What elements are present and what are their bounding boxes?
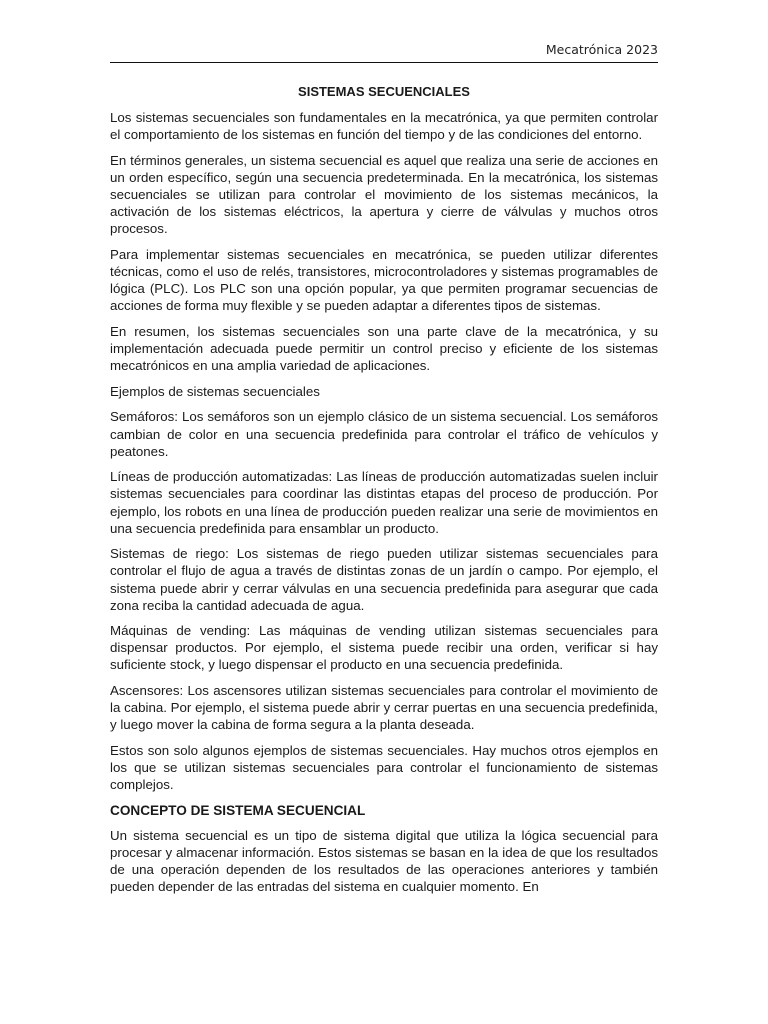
paragraph-examples-closing: Estos son solo algunos ejemplos de sistemas secuenciales. Hay muchos otros ejemplos en los que se utilizan sistemas secuenciales para controlar el funcionamiento de sistemas complejos. <box>110 743 658 793</box>
paragraph-example-lineas: Líneas de producción automatizadas: Las líneas de producción automatizadas suelen incluir sistemas secuenciales para coordinar las distintas etapas del proceso de producción. Por ejemplo, los robots en una línea de producción pueden realizar una serie de movimientos en una secuencia predefinida para ensamblar un producto. <box>110 469 658 536</box>
paragraph-example-vending: Máquinas de vending: Las máquinas de vending utilizan sistemas secuenciales para dispensar productos. Por ejemplo, el sistema puede recibir una orden, verificar si hay suficiente stock, y luego dispensar el producto en una secuencia predefinida. <box>110 623 658 673</box>
paragraph-example-ascensores: Ascensores: Los ascensores utilizan sistemas secuenciales para controlar el movimiento de la cabina. Por ejemplo, el sistema puede abrir y cerrar puertas en una secuencia predefinida, y luego mover la cabina de forma segura a la planta deseada. <box>110 683 658 733</box>
section-heading: CONCEPTO DE SISTEMA SECUENCIAL <box>110 802 366 818</box>
paragraph-summary: En resumen, los sistemas secuenciales son una parte clave de la mecatrónica, y su implementación adecuada puede permitir un control preciso y eficiente de los sistemas mecatrónicos en una amplia variedad de aplicaciones. <box>110 323 658 374</box>
document-title: SISTEMAS SECUENCIALES <box>298 84 470 99</box>
examples-heading: Ejemplos de sistemas secuenciales <box>110 383 320 399</box>
page-header: Mecatrónica 2023 <box>545 42 658 57</box>
paragraph-definition: En términos generales, un sistema secuencial es aquel que realiza una serie de acciones en un orden específico, según una secuencia predeterminada. En la mecatrónica, los sistemas secuenciales se utilizan para controlar el movimiento de los sistemas mecánicos, la activación de los sistemas eléctricos, la apertura y cierre de válvulas y muchos otros procesos. <box>110 152 658 237</box>
paragraph-intro: Los sistemas secuenciales son fundamentales en la mecatrónica, ya que permiten controlar el comportamiento de los sistemas en función del tiempo y de las condiciones del entorno. <box>110 110 658 143</box>
header-divider <box>110 62 658 63</box>
document-body <box>110 83 658 904</box>
paragraph-implementation: Para implementar sistemas secuenciales en mecatrónica, se pueden utilizar diferentes técnicas, como el uso de relés, transistores, microcontroladores y sistemas programables de lógica (PLC). Los PLC son una opción popular, ya que permiten programar secuencias de acciones de forma muy flexible y se pueden adaptar a diferentes tipos de sistemas. <box>110 246 658 314</box>
paragraph-concept: Un sistema secuencial es un tipo de sistema digital que utiliza la lógica secuencial para procesar y almacenar información. Estos sistemas se basan en la idea de que los resultados de una operación dependen de los resultados de las operaciones anteriores y también pueden depender de las entradas del sistema en cualquier momento. En <box>110 828 658 895</box>
paragraph-example-riego: Sistemas de riego: Los sistemas de riego pueden utilizar sistemas secuenciales para controlar el flujo de agua a través de distintas zonas de un jardín o campo. Por ejemplo, el sistema puede abrir y cerrar válvulas en una secuencia predefinida para asegurar que cada zona reciba la cantidad adecuada de agua. <box>110 546 658 613</box>
paragraph-example-semaforos: Semáforos: Los semáforos son un ejemplo clásico de un sistema secuencial. Los semáforos cambian de color en una secuencia predefinida para controlar el tráfico de vehículos y peatones. <box>110 409 658 459</box>
